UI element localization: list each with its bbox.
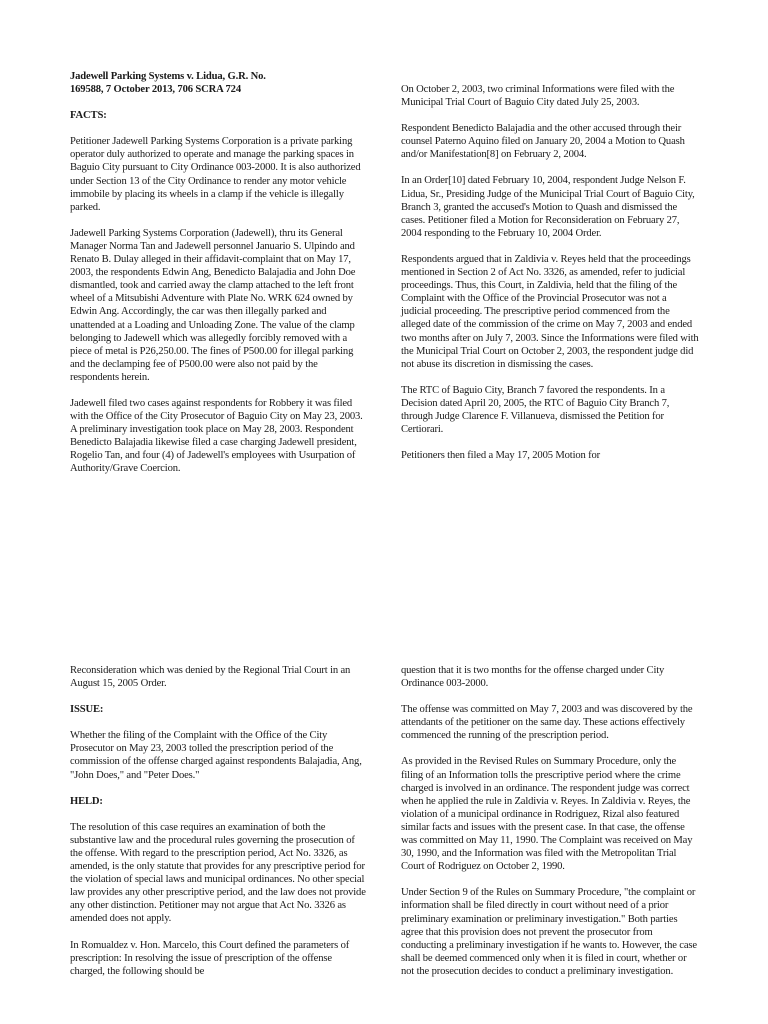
right-paragraph-1: On October 2, 2003, two criminal Informations were filed with the Municipal Trial Court of Baguio City dated July 25, 2003. [401,84,675,109]
held-paragraph-1: The resolution of this case requires an examination of both the substantive law and the procedural rules governing the prosecution of the offense. With regard to the prescription period, Act No. 3326, as amended, is the only statute that provides for any prescriptive period for the violation of special laws and municipal ordinances. No other special law provides any other prescriptive period, and the law does not provide any other distinction. Petitioner may not argue that Act No. 3326 as amended does not apply. [70,821,366,925]
right2-paragraph-1: question that it is two months for the offense charged under City Ordinance 003-2000. [401,665,665,690]
right-paragraph-5: The RTC of Baguio City, Branch 7 favored the respondents. In a Decision dated April 20, 2005, the RTC of Baguio City Branch 7, through Judge Clarence F. Villanueva, dismissed the Petition for Certiorari. [401,384,670,436]
case-title-line1: Jadewell Parking Systems v. Lidua, G.R. No. [70,71,266,82]
issue-paragraph: Whether the filing of the Complaint with the Office of the City Prosecutor on May 23, 2003 tolled the prescription period of the commission of the offense charged against respondents Balajadia, Ang, "John Does," and "Peter Does." [70,730,362,781]
right2-paragraph-4: Under Section 9 of the Rules on Summary Procedure, "the complaint or information shall be filed directly in court without need of a prior preliminary examination or preliminary investigation." Both parties agree that this provision does not prevent the prosecutor from conducting a preliminary investigation if he wants to. However, the case shall be deemed commenced only when it is filed in court, whether or not the prosecution decides to conduct a preliminary investigation. [401,887,697,977]
right-paragraph-6: Petitioners then filed a May 17, 2005 Motion for [401,450,601,462]
right-paragraph-3: In an Order[10] dated February 10, 2004, respondent Judge Nelson F. Lidua, Sr., Presiding Judge of the Municipal Trial Court of Baguio City, Branch 3, granted the accused's Motion to Quash and dismissed the cases. Petitioner filed a Motion for Reconsideration on February 27, 2004 responding to the February 10, 2004 Order. [401,175,695,239]
facts-paragraph-3: Jadewell filed two cases against respondents for Robbery it was filed with the Office of the City Prosecutor of Baguio City on May 23, 2003. A preliminary investigation took place on May 28, 2003. Respondent Benedicto Balajadia likewise filed a case charging Jadewell president, Rogelio Tan, and four (4) of Jadewell's employees with Usurpation of Authority/Grave Coercion. [70,397,363,475]
page2-left-column [70,664,368,991]
right2-paragraph-3: As provided in the Revised Rules on Summary Procedure, only the filing of an Information tolls the prescriptive period where the crime charged is involved in an ordinance. The respondent judge was correct when he applied the rule in Zaldivia v. Reyes. In Zaldivia v. Reyes, the violation of a municipal ordinance in Rodriguez, Rizal also featured similar facts and issues with the present case. In that case, the offense was committed on May 11, 1990. The Complaint was received on May 30, 1990, and the Information was filed with the Metropolitan Trial Court of Rodriguez on October 2, 1990. [401,756,693,873]
page2-right-column [401,664,699,991]
case-title-line2: 169588, 7 October 2013, 706 SCRA 724 [70,84,241,96]
page1-right-column [401,83,699,475]
right2-paragraph-2: The offense was committed on May 7, 2003 and was discovered by the attendants of the petitioner on the same day. These actions effectively commenced the running of the prescription period. [401,704,693,742]
reconsideration-paragraph: Reconsideration which was denied by the Regional Trial Court in an August 15, 2005 Order. [70,665,351,690]
held-heading: HELD: [70,795,103,807]
right-paragraph-2: Respondent Benedicto Balajadia and the other accused through their counsel Paterno Aquino filed on January 20, 2004 a Motion to Quash and/or Manifestation[8] on February 2, 2004. [401,123,685,161]
facts-paragraph-2: Jadewell Parking Systems Corporation (Jadewell), thru its General Manager Norma Tan and Jadewell personnel Januario S. Ulpindo and Renato B. Dulay alleged in their affidavit-complaint that on May 17, 2003, the respondents Edwin Ang, Benedicto Balajadia and John Doe dismantled, took and carried away the clamp attached to the left front wheel of a Mitsubishi Adventure with Plate No. WRK 624 owned by Edwin Ang. Accordingly, the car was then illegally parked and unattended at a Loading and Unloading Zone. The value of the clamp belonging to Jadewell which was allegedly forcibly removed with a piece of metal is P26,250.00. The fines of P500.00 for illegal parking and the declamping fee of P500.00 were also not paid by the respondents herein. [70,227,356,383]
issue-heading: ISSUE: [70,704,104,716]
right-paragraph-4: Respondents argued that in Zaldivia v. Reyes held that the proceedings mentioned in Section 2 of Act No. 3326, as amended, refer to judicial proceedings. Thus, this Court, in Zaldivia, held that the filing of the Complaint with the Office of the Provincial Prosecutor was not a judicial proceeding. The prescriptive period commenced from the alleged date of the commission of the crime on May 7, 2003 and ended two months after on July 7, 2003. Since the Informations were filed with the Municipal Trial Court on October 2, 2003, the respondent judge did not abuse its discretion in dismissing the cases. [401,253,699,370]
facts-paragraph-1: Petitioner Jadewell Parking Systems Corporation is a private parking operator duly authorized to operate and manage the parking spaces in Baguio City pursuant to City Ordinance 003-2000. It is also authorized under Section 13 of the City Ordinance to render any motor vehicle immobile by placing its wheels in a clamp if the vehicle is illegally parked. [70,136,361,213]
facts-heading: FACTS: [70,110,107,122]
page1-left-column [70,70,368,489]
case-title [70,70,368,96]
held-paragraph-2: In Romualdez v. Hon. Marcelo, this Court defined the parameters of prescription: In resolving the issue of prescription of the offense charged, the following should be [70,939,350,977]
